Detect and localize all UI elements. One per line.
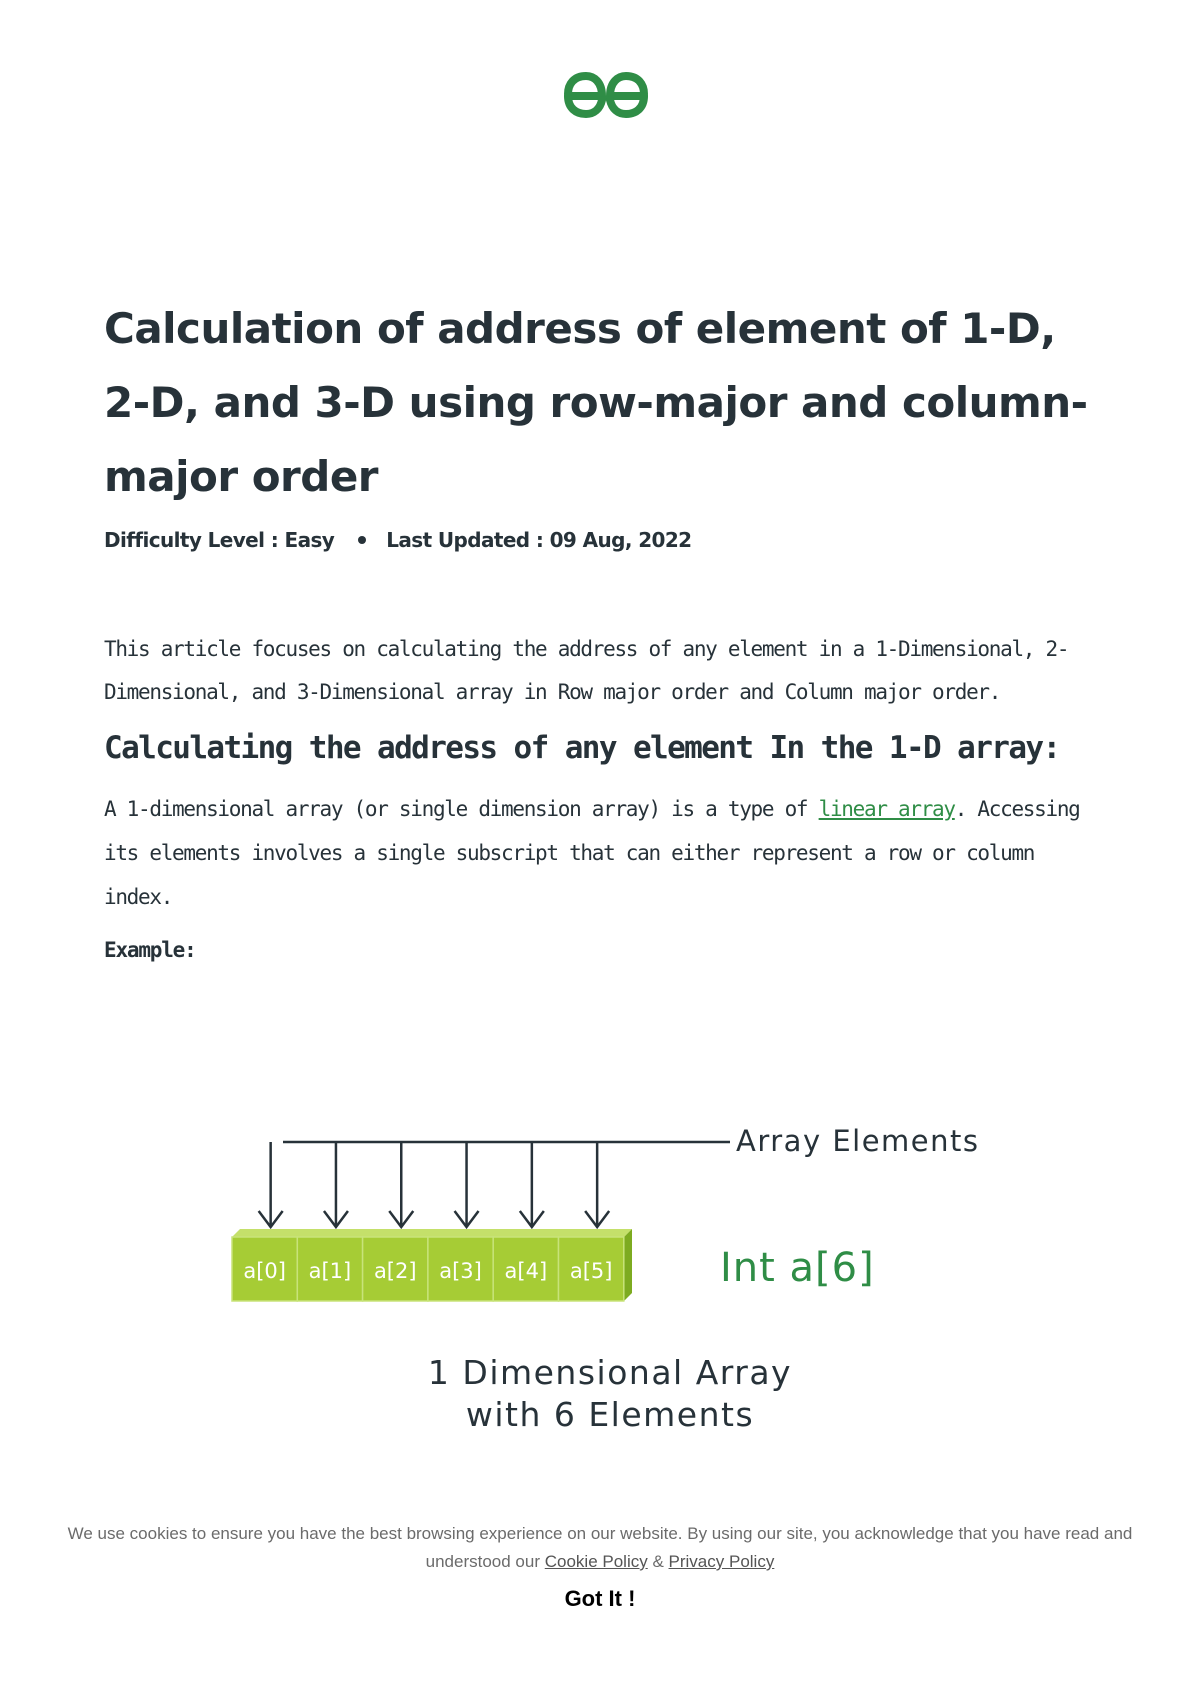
got-it-button[interactable]: Got It ! xyxy=(564,1586,636,1611)
figure-caption-line1: 1 Dimensional Array xyxy=(427,1353,793,1392)
linear-array-link[interactable]: linear array xyxy=(818,797,955,821)
array-cell-label: a[4] xyxy=(504,1259,548,1283)
array-top-face xyxy=(232,1229,632,1237)
cookie-ampersand: & xyxy=(647,1552,669,1571)
array-elements-label: Array Elements xyxy=(736,1124,980,1158)
cookie-policy-link[interactable]: Cookie Policy xyxy=(544,1552,648,1571)
difficulty-level[interactable]: Difficulty Level : Easy xyxy=(104,528,335,552)
article-meta xyxy=(104,528,691,552)
array-side-face xyxy=(624,1229,632,1301)
cookie-text: We use cookies to ensure you have the best browsing experience on our website. By using our site, you acknowledge that you have read and understood our xyxy=(67,1524,1133,1571)
array-cell-label: a[2] xyxy=(373,1259,417,1283)
section-heading: Calculating the address of any element In the 1-D array: xyxy=(104,730,1060,766)
article-title: Calculation of address of element of 1-D, 2-D, and 3-D using row-major and column-major order xyxy=(104,304,1088,501)
intro-paragraph: This article focuses on calculating the address of any element in a 1-Dimensional, 2-Dimensional, and 3-Dimensional array in Row major order and Column major order. xyxy=(104,637,1069,704)
gfg-logo-icon[interactable] xyxy=(560,70,652,120)
arrow-group xyxy=(259,1142,610,1227)
cookie-notice xyxy=(60,1520,1140,1576)
array-cell-label: a[1] xyxy=(308,1259,352,1283)
array-declaration: Int a[6] xyxy=(720,1245,875,1291)
figure-caption-line2: with 6 Elements xyxy=(465,1395,755,1434)
array-cell-label: a[3] xyxy=(439,1259,482,1283)
array-diagram xyxy=(220,1115,1040,1435)
privacy-policy-link[interactable]: Privacy Policy xyxy=(668,1552,775,1571)
array-cell-label: a[0] xyxy=(243,1259,286,1283)
example-label: Example: xyxy=(104,938,196,962)
paragraph-text-after: . Accessing its elements involves a single subscript that can either represent a row or column index. xyxy=(104,797,1080,909)
array-cell-label: a[5] xyxy=(569,1259,613,1283)
body-paragraph xyxy=(104,787,1104,919)
array-cells xyxy=(232,1237,624,1301)
separator-dot-icon xyxy=(358,536,366,544)
paragraph-text-before: A 1-dimensional array (or single dimension array) is a type of xyxy=(104,797,819,821)
last-updated: Last Updated : 09 Aug, 2022 xyxy=(386,528,692,552)
